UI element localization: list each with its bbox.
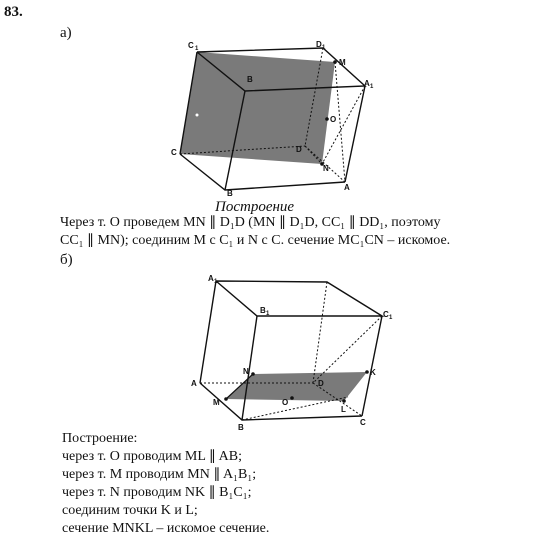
step-2: через т. M проводим MN ∥ A₁B₁; bbox=[62, 467, 257, 482]
label-a: A bbox=[344, 183, 350, 192]
step-0: Построение: bbox=[62, 431, 138, 446]
label-b-a: A bbox=[191, 379, 197, 388]
label-o: O bbox=[330, 115, 337, 124]
label-c1: C bbox=[188, 41, 194, 50]
svg-text:1: 1 bbox=[389, 315, 393, 321]
part-b-label: б) bbox=[60, 252, 73, 268]
label-b-o: O bbox=[282, 398, 289, 407]
label-b-d: D bbox=[318, 379, 324, 388]
part-b-steps bbox=[62, 430, 269, 538]
label-b-c: C bbox=[360, 418, 366, 427]
label-b-b: B bbox=[238, 423, 244, 432]
svg-text:1: 1 bbox=[370, 84, 374, 90]
label-b: B bbox=[227, 189, 233, 198]
label-a1: A bbox=[364, 79, 370, 88]
part-a-text-line1: Через т. O проведем MN ∥ D₁D (MN ∥ D₁D, CC₁ ∥ DD₁, поэтому bbox=[60, 215, 441, 230]
label-b-b1: B bbox=[260, 306, 266, 315]
label-c: C bbox=[171, 148, 177, 157]
label-b-c1: C bbox=[383, 310, 389, 319]
step-1: через т. O проводим ML ∥ AB; bbox=[62, 449, 242, 464]
part-a-text-line2: CC₁ ∥ MN); соединим M с C₁ и N с C. сечение MC₁CN – искомое. bbox=[60, 233, 451, 248]
label-b-n: N bbox=[243, 367, 249, 376]
step-4: соединим точки K и L; bbox=[62, 503, 198, 518]
part-a-label: а) bbox=[60, 25, 72, 41]
construction-caption: Построение bbox=[215, 199, 295, 215]
label-m: M bbox=[339, 58, 346, 67]
svg-text:1: 1 bbox=[195, 46, 199, 52]
label-b1: B bbox=[247, 75, 253, 84]
label-b-l: L bbox=[341, 405, 346, 414]
label-d1: D bbox=[316, 40, 322, 49]
label-b-m: M bbox=[213, 398, 220, 407]
svg-text:1: 1 bbox=[214, 279, 218, 285]
svg-text:1: 1 bbox=[322, 45, 326, 51]
label-b-a1: A bbox=[208, 274, 214, 283]
label-n: N bbox=[323, 164, 329, 173]
label-b-k: K bbox=[370, 368, 376, 377]
step-3: через т. N проводим NK ∥ B₁C₁; bbox=[62, 485, 252, 500]
label-d: D bbox=[296, 145, 302, 154]
step-5: сечение MNKL – искомое сечение. bbox=[62, 521, 270, 536]
svg-text:1: 1 bbox=[266, 311, 270, 317]
problem-number: 83. bbox=[4, 4, 23, 20]
